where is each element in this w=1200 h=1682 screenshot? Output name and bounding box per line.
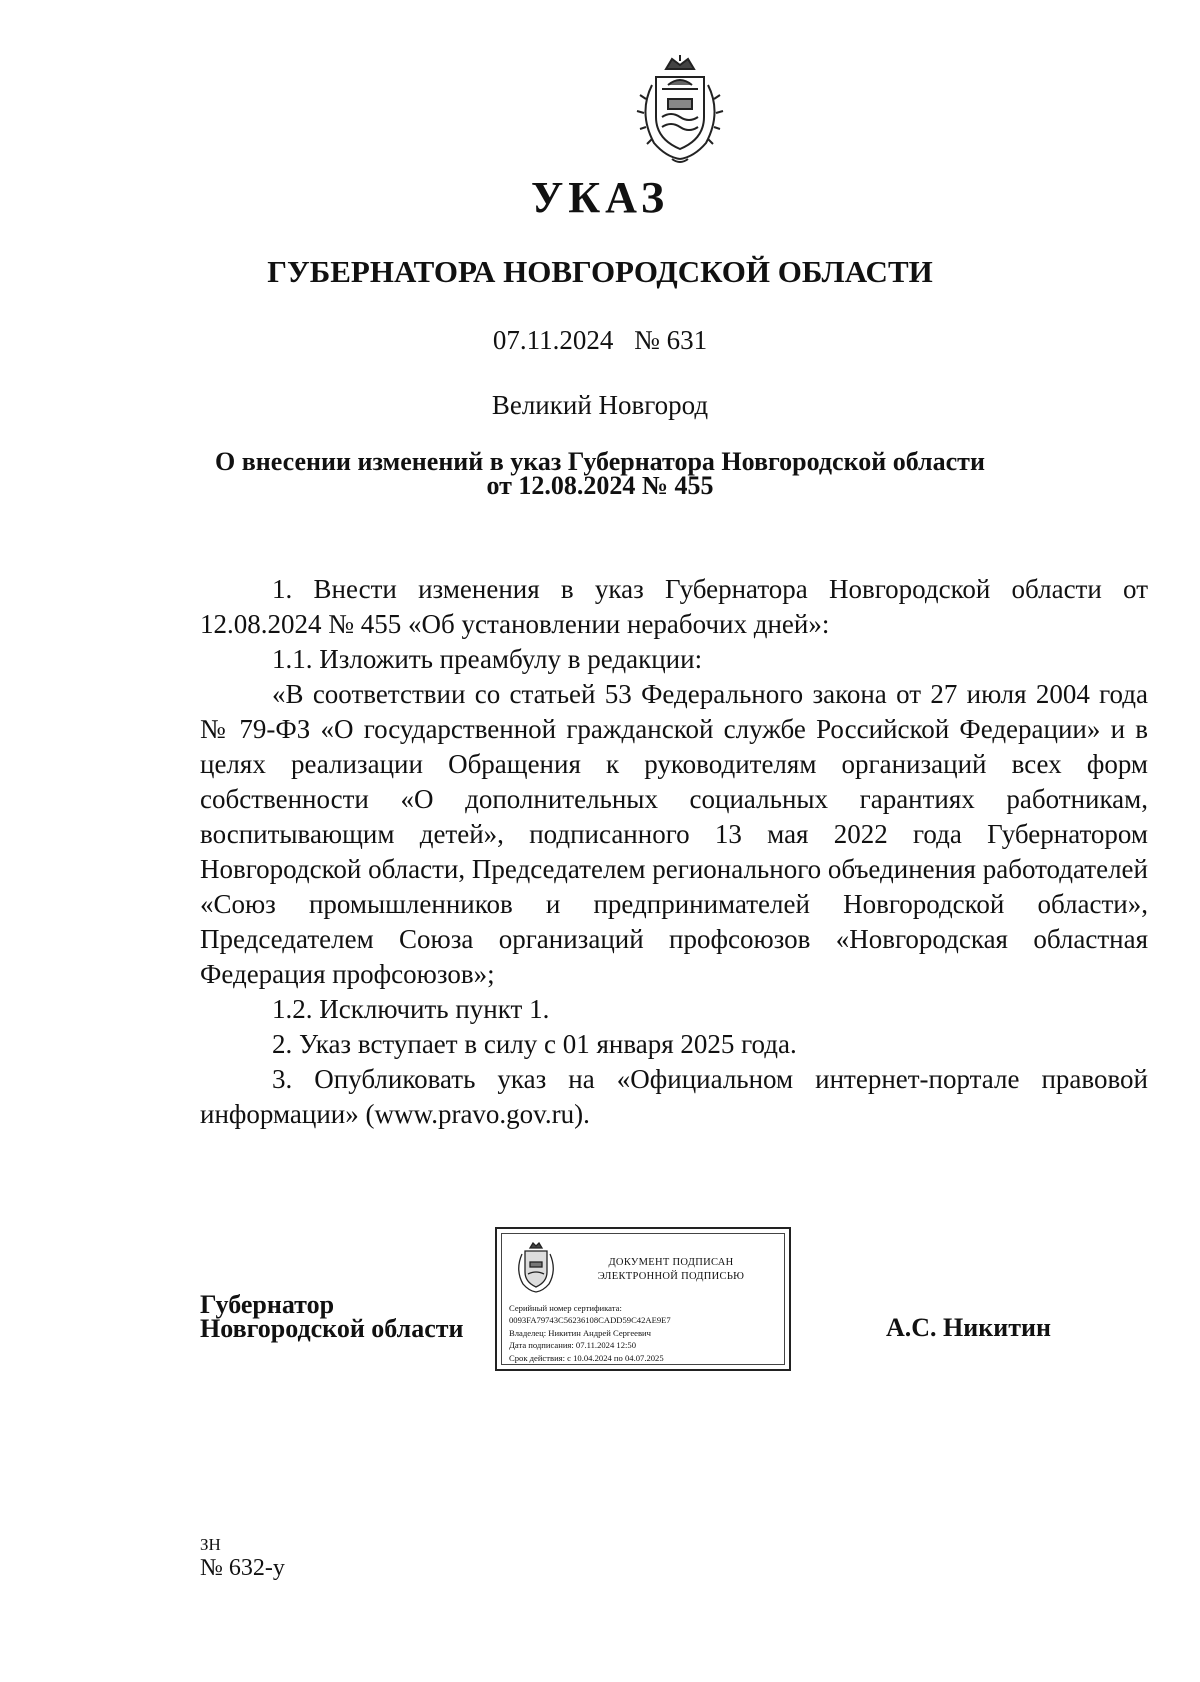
signatory-position — [200, 1290, 464, 1343]
certificate-serial: 0093FA79743C56236108CADD59C42AE9E7 — [509, 1315, 671, 1326]
certificate-label: Серийный номер сертификата: — [509, 1303, 622, 1313]
registration-info — [200, 1535, 285, 1581]
paragraph: «В соответствии со статьей 53 Федерального закона от 27 июля 2004 года № 79-ФЗ «О государственной гражданской службе Российской Федерации» и в целях реализации Обращения к руководителям организаций всех форм собственности «О дополнительных социальных гарантиях работникам, воспитывающим детей», подписанного 13 мая 2022 года Губернатором Новгородской области, Председателем регионального объединения работодателей «Союз промышленников и предпринимателей Новгородской области», Председателем Союза организаций профсоюзов «Новгородская областная Федерация профсоюзов»; — [200, 679, 1148, 989]
decree-body — [200, 572, 1148, 1132]
stamp-title-line-2: ЭЛЕКТРОННОЙ ПОДПИСЬЮ — [597, 1271, 745, 1282]
paragraph: 1.1. Изложить преамбулу в редакции: — [272, 644, 703, 674]
paragraph: 3. Опубликовать указ на «Официальном интернет-портале правовой информации» (www.pravo.gov.ru). — [200, 1064, 1148, 1129]
stamp-frame — [501, 1233, 785, 1365]
registration-number: № 632-у — [200, 1555, 285, 1581]
electronic-signature-stamp — [495, 1227, 791, 1371]
novgorod-coat-of-arms-icon — [632, 55, 728, 167]
stamp-title — [564, 1256, 778, 1284]
signatory-name: А.С. Никитин — [886, 1313, 1051, 1342]
certificate-owner: Владелец: Никитин Андрей Сергеевич — [509, 1327, 651, 1338]
city: Великий Новгород — [491, 390, 709, 420]
paragraph: 1. Внести изменения в указ Губернатора Новгородской области от 12.08.2024 № 455 «Об установлении нерабочих дней»: — [200, 574, 1148, 639]
decree-number: № 631 — [634, 325, 708, 355]
certificate-validity: Срок действия: с 10.04.2024 по 04.07.2025 — [509, 1352, 664, 1363]
executor-initials: ЗН — [200, 1535, 221, 1554]
heading-line-2: от 12.08.2024 № 455 — [486, 471, 714, 500]
heading-line-1: О внесении изменений в указ Губернатора Новгородской области — [215, 447, 985, 476]
decree-date: 07.11.2024 — [492, 325, 614, 355]
position-line-1: Губернатор — [200, 1290, 335, 1319]
paragraph: 2. Указ вступает в силу с 01 января 2025 года. — [272, 1029, 797, 1059]
stamp-title-line-1: ДОКУМЕНТ ПОДПИСАН — [608, 1257, 734, 1268]
decree-heading — [0, 447, 1200, 500]
signing-date: Дата подписания: 07.11.2024 12:50 — [509, 1340, 636, 1351]
paragraph: 1.2. Исключить пункт 1. — [272, 994, 550, 1024]
issuer-subtitle: ГУБЕРНАТОРА НОВГОРОДСКОЙ ОБЛАСТИ — [267, 254, 933, 289]
novgorod-coat-of-arms-icon — [512, 1242, 560, 1294]
position-line-2: Новгородской области — [200, 1314, 464, 1343]
document-title: УКАЗ — [530, 173, 670, 222]
date-number-line — [0, 325, 1200, 356]
stamp-details — [509, 1302, 780, 1364]
